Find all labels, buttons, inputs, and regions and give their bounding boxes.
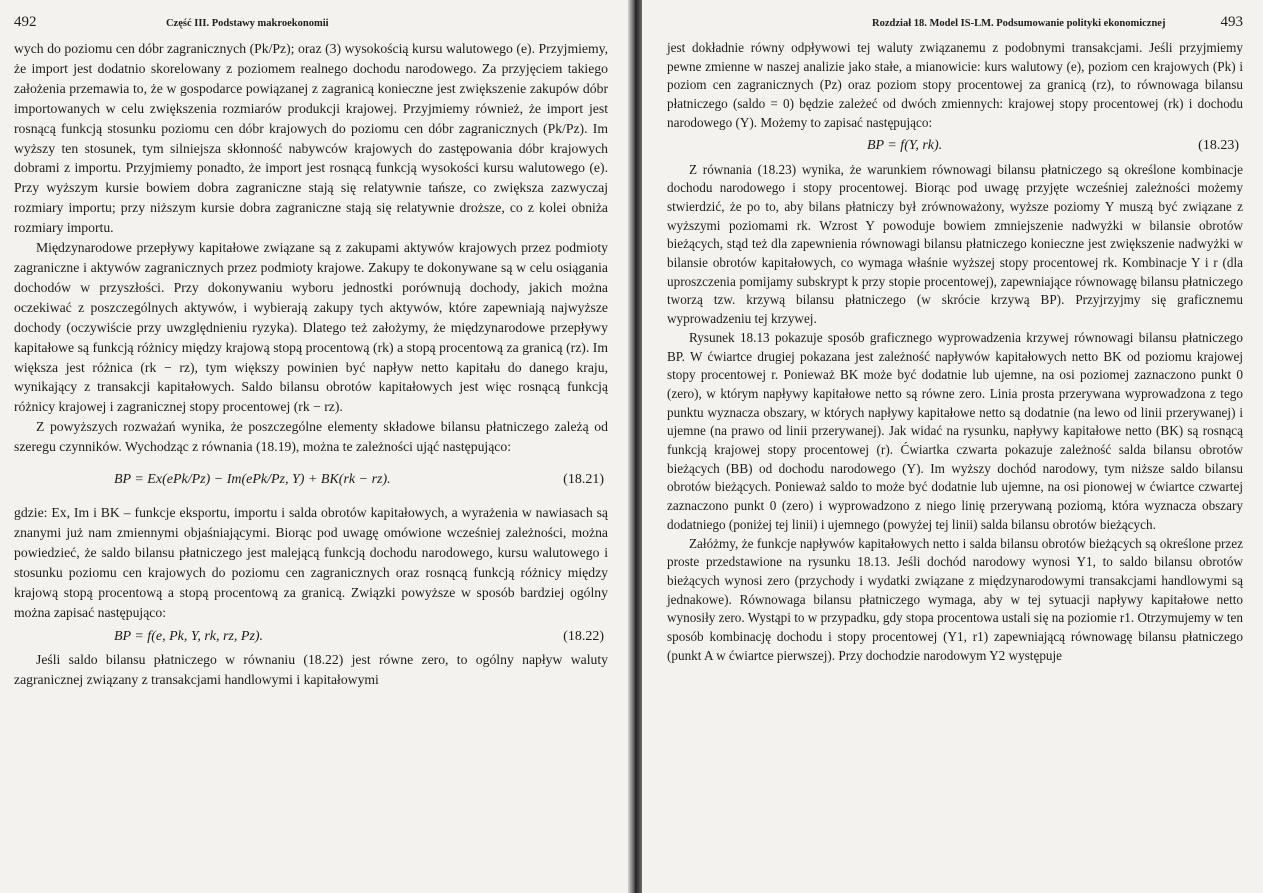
paragraph: Rysunek 18.13 pokazuje sposób graficznego wyprowadzenia krzywej równowagi bilansu płatniczego BP. W ćwiartce drugiej pokazana jest zależność napływów kapitałowych netto BK od poziomu krajowej stopy procentowej r. Ponieważ BK może być dodatnie lub ujemne, na osi poziomej zaznaczono punkt 0 (zero), w którym napływy kapitałowe netto są równe zero. Linia prosta przerywana wyprowadzona z tego punktu wyznacza obszary, w których napływy kapitałowe netto są dodatnie (na lewo od linii przerywanej) i ujemne (na prawo od linii przerywanej). Jak widać na rysunku, napływy kapitałowe netto (BK) są rosnącą funkcją krajowej stopy procentowej (r). Ćwiartka czwarta pokazuje zależność salda bilansu obrotów bieżących (BB) od dochodu narodowego (Y). Im wyższy dochód narodowy, tym niższe saldo bilansu obrotów bieżących. Ponieważ saldo to może być dodatnie lub ujemne, na osi pionowej w ćwiartce czwartej zaznaczono punkt 0 (zero) i wyprowadzono z niego linię przerywaną poziomą, która wyznacza obszary dodatniego (poniżej tej linii) i ujemnego (powyżej tej linii) salda bilansu obrotów bieżących.	[667, 329, 1243, 532]
left-page-header	[14, 14, 608, 31]
equation-text: BP = f(e, Pk, Y, rk, rz, Pz).	[114, 628, 264, 644]
paragraph: Załóżmy, że funkcje napływów kapitałowych netto i salda bilansu obrotów bieżących są określone przez proste przedstawione na rysunku 18.13. Jeśli dochód narodowy wynosi Y1, to saldo bilansu obrotów bieżących wynosi zero (przychody i wydatki związane z międzynarodowymi transakcjami handlowymi są jednakowe). Równowaga bilansu płatniczego wymaga, aby w tej sytuacji napływy kapitałowe netto wynosiły zero. Wystąpi to w przypadku, gdy stopa procentowa ustali się na poziomie r1. Otrzymujemy w ten sposób kombinację dochodu i stopy procentowej (Y1, r1) zapewniającą równowagę bilansu płatniczego (punkt A w ćwiartce pierwszej). Przy dochodzie narodowym Y2 występuje	[667, 535, 1243, 663]
equation-number: (18.23)	[1198, 138, 1239, 154]
equation-18-21	[14, 457, 608, 503]
paragraph: jest dokładnie równy odpływowi tej waluty związanemu z podobnymi transakcjami. Jeśli przyjmiemy pewne zmienne w naszej analizie jako stałe, a mianowicie: kurs walutowy (e), poziom cen krajowych (Pk) i poziom cen zagranicznych (Pz) oraz poziom stopy procentowej za granicą (rz), to równowaga bilansu płatniczego (saldo = 0) będzie zależeć od dwóch zmiennych: krajowej stopy procentowej (rk) i dochodu narodowego (Y). Możemy to zapisać następująco:	[667, 40, 1243, 130]
paragraph: gdzie: Ex, Im i BK – funkcje eksportu, importu i salda obrotów kapitałowych, a wyrażenia w nawiasach są znanymi już nam zmiennymi objaśniającymi. Biorąc pod uwagę omówione wcześniej zależności, można powiedzieć, że saldo bilansu płatniczego jest malejącą funkcją dochodu narodowego, kursu walutowego i stosunku poziomu cen krajowych do poziomu cen zagranicznych oraz rosnącą funkcją różnicy między krajową stopą procentową a stopą procentową za granicą. Związki powyższe w sposób bardziej ogólny można zapisać następująco:	[14, 505, 608, 620]
right-running-title: Rozdział 18. Model IS-LM. Podsumowanie polityki ekonomicznej	[872, 18, 1166, 29]
equation-text: BP = Ex(ePk/Pz) − Im(ePk/Pz, Y) + BK(rk − rz).	[114, 472, 391, 488]
equation-18-23	[667, 133, 1243, 161]
equation-number: (18.22)	[563, 628, 604, 644]
left-running-title: Część III. Podstawy makroekonomii	[165, 18, 329, 29]
book-gutter	[628, 0, 642, 893]
right-page	[642, 0, 1263, 893]
paragraph: Z powyższych rozważań wynika, że poszczególne elementy składowe bilansu płatniczego zależą od szeregu czynników. Wychodząc z równania (18.19), można te zależności ująć następująco:	[14, 419, 608, 455]
equation-18-22	[14, 622, 608, 650]
right-body-text	[667, 39, 1243, 666]
equation-text: BP = f(Y, rk).	[867, 138, 943, 154]
left-page	[0, 0, 628, 893]
right-page-number: 493	[1220, 14, 1243, 30]
right-page-header	[667, 14, 1243, 31]
paragraph: Jeśli saldo bilansu płatniczego w równaniu (18.22) jest równe zero, to ogólny napływ waluty zagranicznej związany z transakcjami handlowymi i kapitałowymi	[14, 652, 608, 688]
paragraph: Z równania (18.23) wynika, że warunkiem równowagi bilansu płatniczego są określone kombinacje dochodu narodowego i stopy procentowej. Biorąc pod uwagę przyjęte wcześniej zależności możemy stwierdzić, że po to, aby bilans płatniczy był zrównoważony, wyższe poziomy Y muszą być związane z wyższymi poziomami rk. Wzrost Y powoduje bowiem zmniejszenie nadwyżki w bilansie obrotów bieżących, stąd też dla zapewnienia równowagi bilansu płatniczego konieczne jest zwiększenie nadwyżki w bilansie obrotów kapitałowych, co wymaga właśnie wyższej stopy procentowej rk. Kombinacje Y i r (dla uproszczenia pomijamy subskrypt k przy stopie procentowej), zapewniające równowagę bilansu płatniczego tworzą tzw. krzywą bilansu płatniczego (w skrócie krzywą BP). Przyjrzyjmy się graficznemu wyprowadzeniu tej krzywej.	[667, 161, 1243, 327]
equation-number: (18.21)	[563, 472, 604, 488]
paragraph: Międzynarodowe przepływy kapitałowe związane są z zakupami aktywów krajowych przez podmioty zagraniczne i aktywów zagranicznych przez podmioty krajowe. Zakupy te dokonywane są w celu osiągania dochodów w przyszłości. Przy dokonywaniu wyboru jednostki porównują dochody, jakich można oczekiwać z poszczególnych aktywów, i wybierają zakupy tych aktywów, które zapewniają najwyższe dochody (oczywiście przy uwzględnieniu ryzyka). Dlatego też założymy, że międzynarodowe przepływy kapitałowe są funkcją różnicy między krajową stopą procentową (rk) a stopą procentową za granicą (rz). Im większa jest różnica (rk − rz), tym większy powinien być napływ netto kapitału do danego kraju, wynikający z transakcji kapitałowych. Saldo bilansu obrotów kapitałowych jest więc rosnącą funkcją różnicy krajowej i zagranicznej stopy procentowej (rk − rz).	[14, 240, 608, 415]
left-body-text	[14, 39, 608, 690]
paragraph: wych do poziomu cen dóbr zagranicznych (Pk/Pz); oraz (3) wysokością kursu walutowego (e). Przyjmiemy, że import jest dodatnio skorelowany z poziomem realnego dochodu narodowego. Za przyjęciem takiego założenia przemawia to, że w gospodarce powiązanej z zagranicą konieczne jest zwiększenie zakupów dóbr importowanych w celu zwiększenia rozmiarów produkcji krajowej. Przyjmiemy również, że import jest rosnącą funkcją stosunku poziomu cen dóbr krajowych do poziomu cen dóbr zagranicznych (Pk/Pz). Im wyższy ten stosunek, tym silniejsza skłonność nabywców krajowych do zastępowania dóbr krajowych dobrami z importu. Przyjmiemy ponadto, że import jest rosnącą funkcją wysokości kursu walutowego (e). Przy wyższym kursie bowiem dobra zagraniczne stają się relatywnie tańsze, co zwiększa zazwyczaj rozmiary importu; przy niższym kursie dobra zagraniczne stają się relatywnie droższe, co z kolei obniża rozmiary importu.	[14, 41, 608, 236]
left-page-number: 492	[14, 14, 37, 30]
